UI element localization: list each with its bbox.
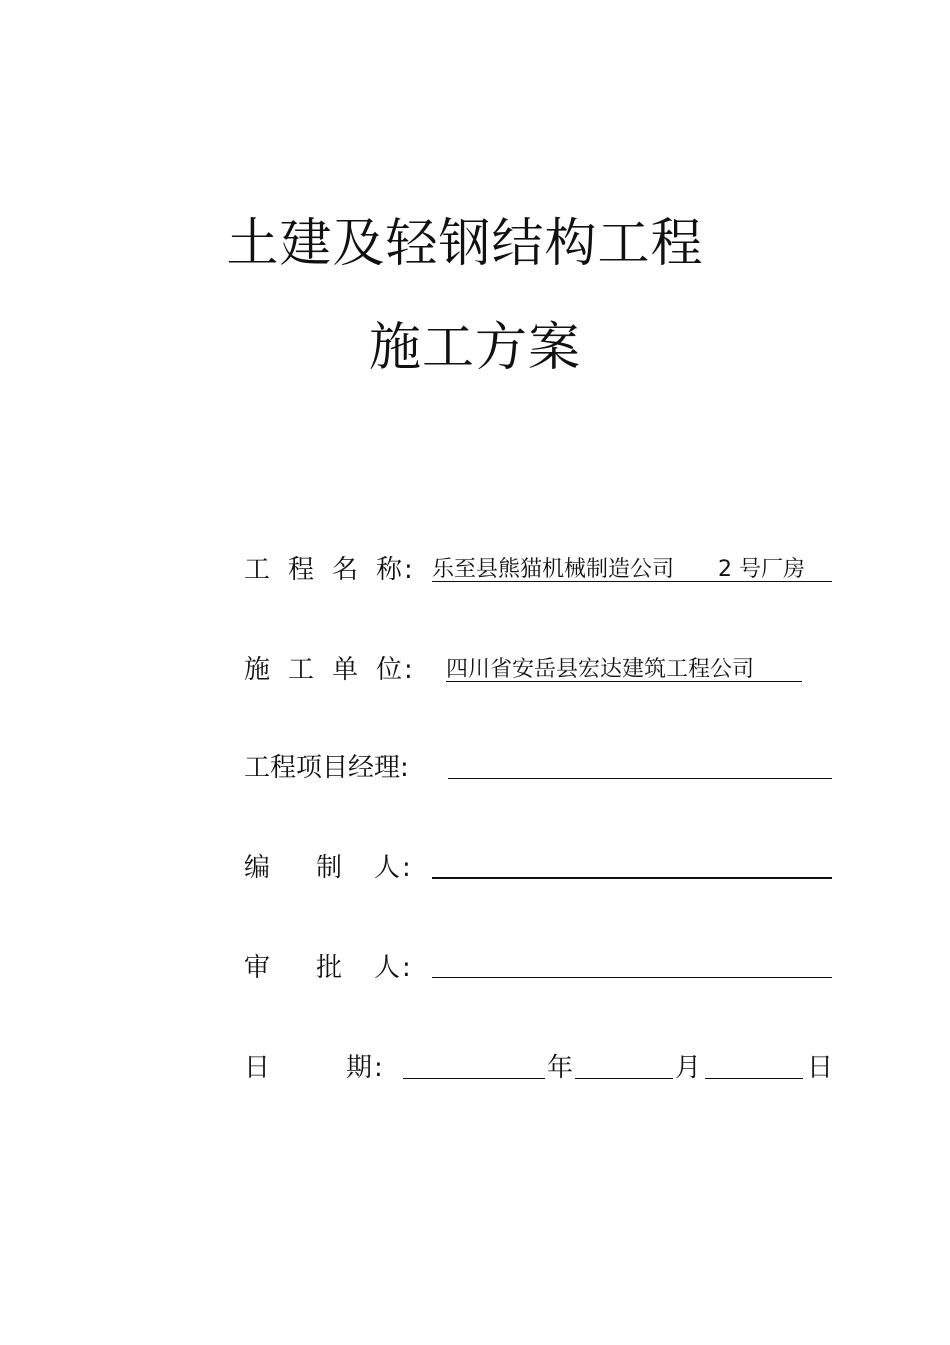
label-char: 编	[244, 853, 271, 883]
label-char: 程	[288, 555, 315, 585]
project-manager-underline	[448, 778, 832, 779]
label-colon: :	[404, 655, 413, 685]
month-label: 月	[675, 1053, 702, 1083]
day-label: 日	[807, 1053, 834, 1083]
label-colon: :	[404, 555, 413, 585]
year-underline	[403, 1078, 545, 1079]
label-char: 期	[346, 1053, 373, 1083]
label-char: 单	[332, 655, 359, 685]
label-char: 人	[374, 853, 401, 883]
label-char: 人	[374, 953, 401, 983]
label-colon: :	[402, 853, 411, 883]
label-char: 审	[244, 953, 271, 983]
compiler-underline	[432, 877, 832, 879]
document-subtitle: 施工方案	[368, 318, 581, 378]
label-char: 制	[316, 853, 343, 883]
label-char: 称	[376, 555, 403, 585]
label-char: 位	[376, 655, 403, 685]
label-char: 工	[244, 555, 271, 585]
day-underline	[705, 1078, 803, 1079]
month-underline	[575, 1078, 673, 1079]
label-char: 批	[316, 953, 343, 983]
label-char: 工	[288, 655, 315, 685]
label-char: 施	[244, 655, 271, 685]
project-manager-label: 工程项目经理:	[244, 753, 409, 783]
label-char: 名	[332, 555, 359, 585]
document-title: 土建及轻钢结构工程	[226, 214, 704, 274]
project-name-suffix: 2 号厂房	[718, 557, 805, 582]
year-label: 年	[547, 1053, 574, 1083]
contractor-underline	[446, 681, 802, 682]
label-colon: :	[374, 1053, 383, 1083]
label-colon: :	[402, 953, 411, 983]
contractor-value: 四川省安岳县宏达建筑工程公司	[446, 657, 755, 682]
approver-underline	[432, 977, 832, 978]
project-name-value: 乐至县熊猫机械制造公司	[432, 557, 675, 582]
project-name-underline	[432, 581, 832, 582]
label-char: 日	[244, 1053, 271, 1083]
